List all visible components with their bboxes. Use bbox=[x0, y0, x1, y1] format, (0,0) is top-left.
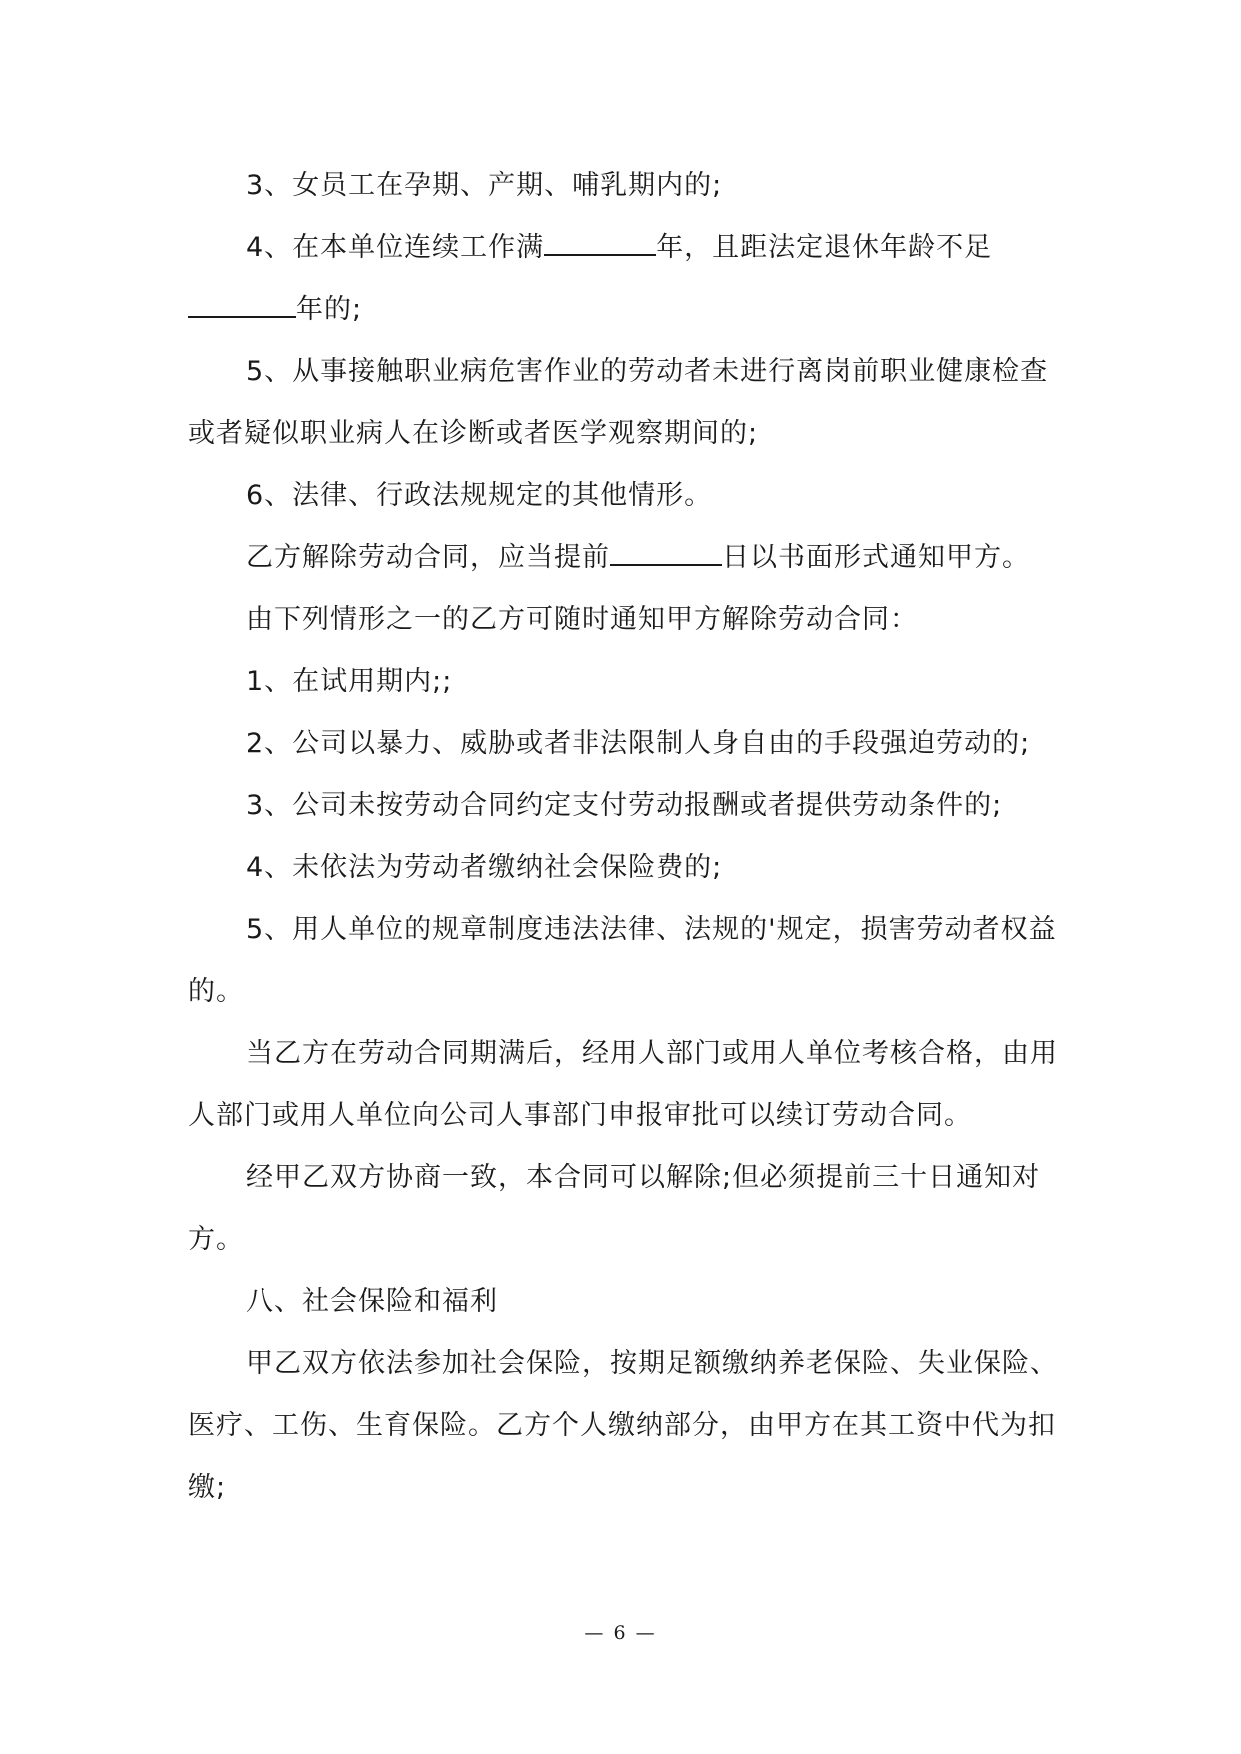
paragraph-text-before: 4、在本单位连续工作满 bbox=[246, 232, 545, 263]
paragraph-text: 由下列情形之一的乙方可随时通知甲方解除劳动合同： bbox=[246, 604, 918, 635]
paragraph-immediate-termination-intro bbox=[188, 589, 1068, 651]
paragraph-text-after: 年，且距法定退休年龄不足 bbox=[656, 232, 993, 263]
paragraph-other-circumstances-clause bbox=[188, 465, 1068, 527]
paragraph-text: 3、女员工在孕期、产期、哺乳期内的; bbox=[246, 170, 723, 201]
paragraph-pregnancy-clause bbox=[188, 155, 1068, 217]
paragraph-text-after2: 年的; bbox=[296, 294, 363, 325]
paragraph-unpaid-remuneration-clause bbox=[188, 775, 1068, 837]
section-heading-text: 八、社会保险和福利 bbox=[246, 1286, 498, 1317]
paragraph-text-after: 日以书面形式通知甲方。 bbox=[722, 542, 1030, 573]
paragraph-social-insurance-unpaid-clause bbox=[188, 837, 1068, 899]
page-number: — 6 — bbox=[584, 1622, 657, 1644]
paragraph-text: 经甲乙双方协商一致，本合同可以解除;但必须提前三十日通知对方。 bbox=[188, 1162, 1041, 1255]
paragraph-social-insurance bbox=[188, 1333, 1068, 1519]
document-body bbox=[188, 155, 1068, 1519]
paragraph-illegal-rules-clause bbox=[188, 899, 1068, 1023]
paragraph-text: 当乙方在劳动合同期满后，经用人部门或用人单位考核合格，由用人部门或用人单位向公司人事部门申报审批可以续订劳动合同。 bbox=[188, 1038, 1058, 1131]
paragraph-text: 5、用人单位的规章制度违法法律、法规的'规定，损害劳动者权益的。 bbox=[188, 914, 1057, 1007]
paragraph-probation-clause bbox=[188, 651, 1068, 713]
fill-in-blank[interactable] bbox=[610, 540, 722, 566]
paragraph-text: 6、法律、行政法规规定的其他情形。 bbox=[246, 480, 713, 511]
paragraph-contract-renewal bbox=[188, 1023, 1068, 1147]
section-heading-social-insurance bbox=[188, 1271, 1068, 1333]
paragraph-mutual-termination bbox=[188, 1147, 1068, 1271]
paragraph-text: 3、公司未按劳动合同约定支付劳动报酬或者提供劳动条件的; bbox=[246, 790, 1003, 821]
paragraph-notice-period bbox=[188, 527, 1068, 589]
fill-in-blank[interactable] bbox=[188, 292, 296, 318]
paragraph-occupational-disease-clause bbox=[188, 341, 1068, 465]
paragraph-text: 5、从事接触职业病危害作业的劳动者未进行离岗前职业健康检查或者疑似职业病人在诊断或者医学观察期间的; bbox=[188, 356, 1049, 449]
paragraph-text: 2、公司以暴力、威胁或者非法限制人身自由的手段强迫劳动的; bbox=[246, 728, 1031, 759]
paragraph-text: 4、未依法为劳动者缴纳社会保险费的; bbox=[246, 852, 723, 883]
paragraph-text-before: 乙方解除劳动合同，应当提前 bbox=[246, 542, 610, 573]
paragraph-text: 1、在试用期内;; bbox=[246, 666, 453, 697]
fill-in-blank[interactable] bbox=[544, 230, 656, 256]
paragraph-text: 甲乙双方依法参加社会保险，按期足额缴纳养老保险、失业保险、医疗、工伤、生育保险。乙方个人缴纳部分，由甲方在其工资中代为扣缴; bbox=[188, 1348, 1058, 1503]
paragraph-forced-labor-clause bbox=[188, 713, 1068, 775]
paragraph-service-years-clause bbox=[188, 217, 1068, 341]
